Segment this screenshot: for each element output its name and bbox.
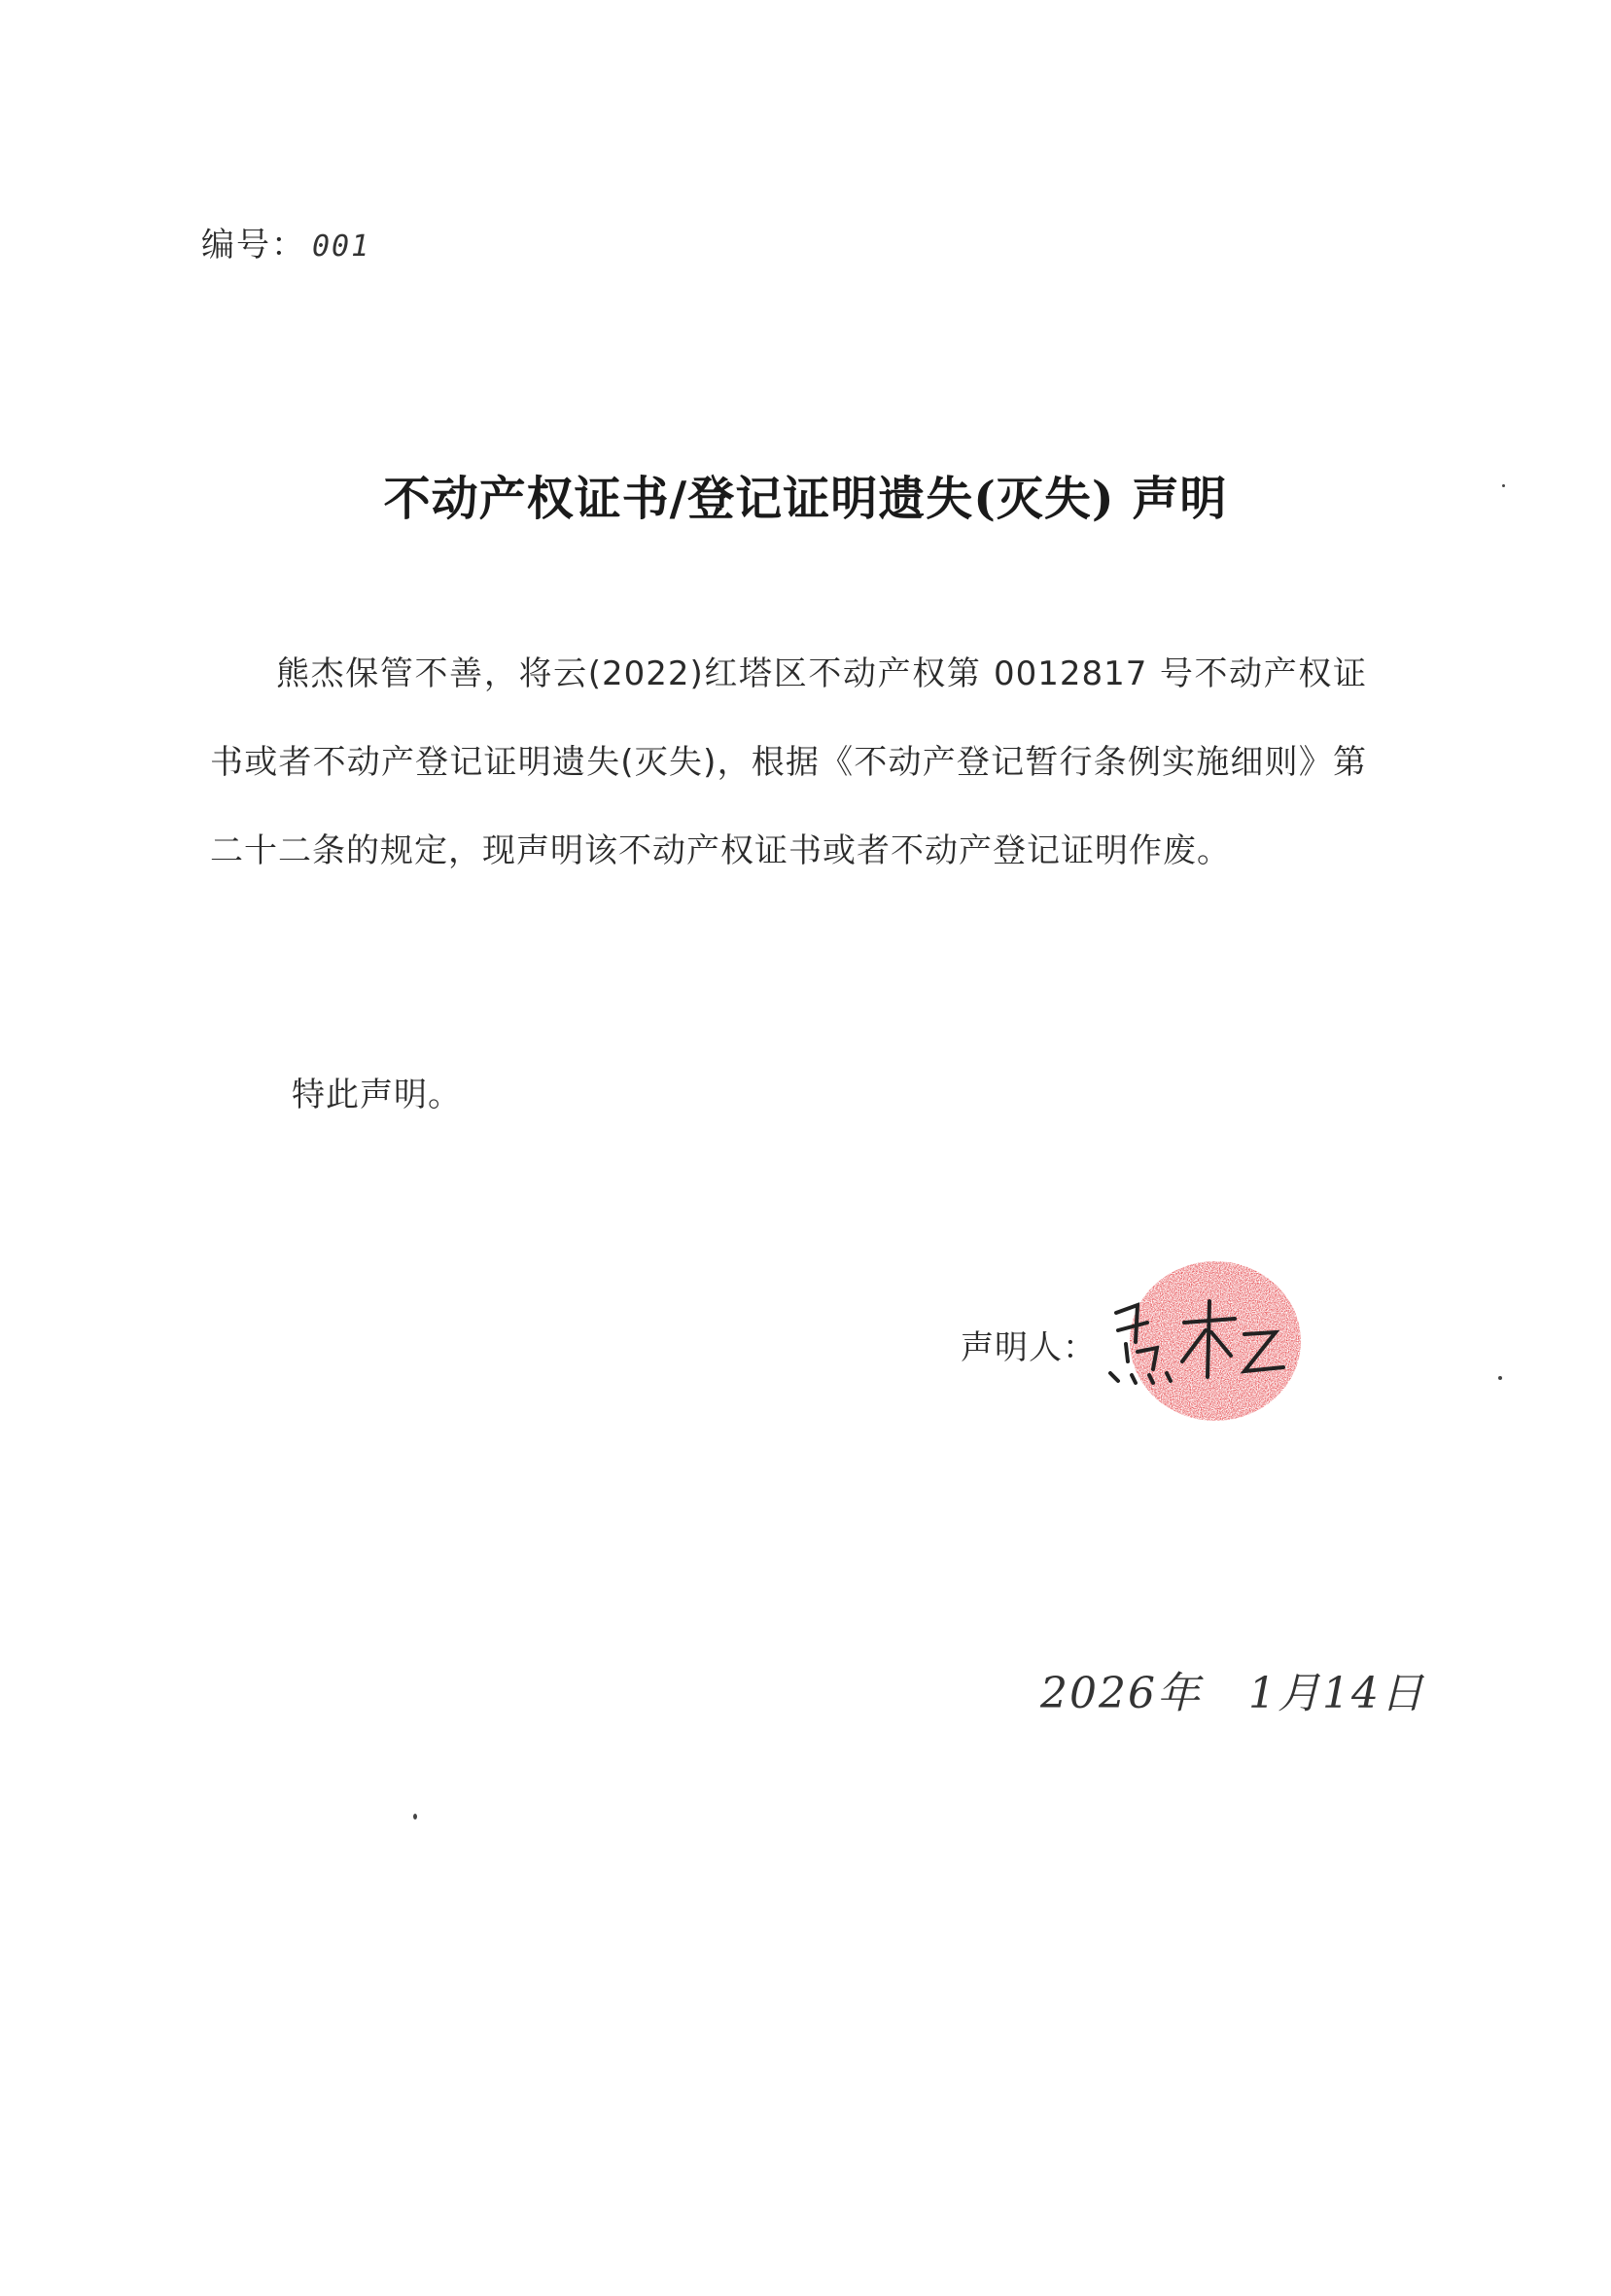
closing-statement: 特此声明。 [292,1076,462,1114]
document-number [201,218,370,265]
date-day: 14 [1321,1669,1381,1718]
document-number-label: 编号： [201,226,306,265]
scan-speck [1502,484,1505,487]
declarant-label: 声明人： [961,1328,1097,1367]
date-year-unit: 年 [1156,1669,1202,1718]
declaration-body: 熊杰保管不善，将云(2022)红塔区不动产权第 0012817 号不动产权证书或者不动产登记证明遗失(灭失)，根据《不动产登记暂行条例实施细则》第二十二条的规定，现声明该不动产权证书或者不动产登记证明作废。 [210,654,1367,870]
signing-date [1040,1658,1425,1720]
scan-speck [1498,1376,1502,1380]
document-title: 不动产权证书/登记证明遗失(灭失) 声明 [383,472,1228,526]
date-year: 2026 [1040,1669,1157,1718]
document-number-value: 001 [312,230,371,264]
date-month-unit: 月 [1277,1669,1322,1718]
handwritten-signature [1099,1284,1293,1391]
date-day-unit: 日 [1380,1669,1425,1718]
date-month: 1 [1247,1669,1278,1718]
scan-speck [413,1814,417,1819]
